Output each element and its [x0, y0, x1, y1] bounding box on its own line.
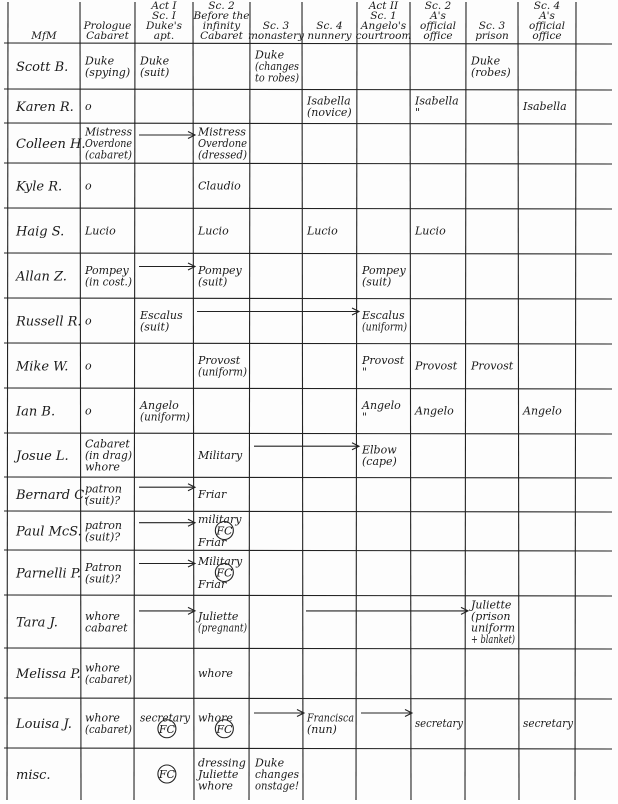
- role-text: Isabella: [523, 100, 567, 113]
- column-header-text: Sc. 1: [370, 10, 397, 22]
- grid-vline: [193, 2, 194, 800]
- role-text: patron: [85, 482, 122, 496]
- role-cell: [306, 94, 352, 119]
- role-text: Pompey: [85, 263, 129, 277]
- role-text: Juliette: [471, 598, 512, 612]
- table-row: [16, 598, 515, 646]
- column-header-text: prison: [475, 30, 509, 42]
- role-text: (suit)?: [85, 530, 121, 544]
- role-text: (changes: [255, 60, 300, 73]
- role-cell: [85, 711, 132, 736]
- role-text: whore: [85, 609, 120, 623]
- role-text: Provost: [362, 353, 405, 367]
- role-cell: [415, 717, 464, 730]
- role-text: (uniform): [362, 320, 407, 334]
- role-cell: [361, 354, 405, 379]
- role-text: Juliette: [198, 609, 239, 623]
- role-text: (pregnant): [198, 621, 247, 635]
- column-header-text: Prologue: [83, 20, 132, 32]
- role-cell: [139, 54, 170, 79]
- table-row: [15, 661, 233, 686]
- role-cell: [140, 711, 191, 738]
- column-header-text: Duke's: [145, 20, 183, 32]
- role-text: o: [85, 314, 92, 328]
- role-text: Duke: [471, 54, 501, 68]
- grid-vline: [7, 2, 8, 800]
- role-cell: [197, 225, 229, 238]
- role-text: (cabaret): [85, 722, 132, 736]
- role-text: Angelo: [140, 398, 179, 412]
- role-cell: [198, 667, 233, 680]
- role-cell: [84, 225, 116, 238]
- column-header-text: office: [423, 30, 453, 42]
- role-cell: [85, 180, 92, 193]
- role-text: Elbow: [362, 443, 397, 457]
- role-text: Angelo: [523, 404, 562, 418]
- role-cell: [522, 100, 567, 113]
- column-header-text: Sc. 4: [533, 0, 561, 12]
- table-row: [13, 438, 397, 474]
- actor-name: Mike W.: [16, 359, 69, 375]
- table-row: [15, 354, 514, 379]
- role-text: (suit)?: [85, 572, 121, 586]
- role-cell: [85, 315, 92, 328]
- role-text: o: [85, 404, 92, 418]
- continuation-arrows: [139, 132, 468, 717]
- column-header-text: Sc. 2: [424, 0, 452, 12]
- grid-hline: [4, 388, 612, 389]
- actor-name: Scott B.: [16, 60, 69, 75]
- role-text: (suit): [362, 275, 392, 289]
- role-cell: [84, 561, 122, 586]
- arrow-mark: [139, 484, 195, 491]
- role-text: (dressed): [198, 148, 247, 162]
- role-cell: [414, 405, 454, 418]
- role-cell: [85, 661, 132, 686]
- grid-hline: [4, 43, 612, 44]
- table-row: [16, 126, 247, 162]
- role-text: o: [85, 179, 92, 193]
- actor-name: Haig S.: [16, 224, 65, 240]
- role-text: Provost: [415, 359, 458, 373]
- grid-hline: [4, 550, 612, 551]
- arrow-mark: [361, 710, 412, 717]
- role-text: Francisca: [306, 711, 354, 725]
- role-text: uniform: [471, 621, 515, 635]
- role-text: Lucio: [307, 224, 338, 238]
- role-cell: [197, 126, 247, 162]
- role-text: Patron: [85, 560, 122, 574]
- column-header-text: MfM: [31, 30, 57, 42]
- role-text: (suit): [140, 65, 170, 79]
- role-text: Friar: [198, 578, 227, 591]
- role-text: (robes): [471, 65, 511, 79]
- role-cell: [470, 54, 511, 79]
- arrow-mark: [254, 443, 359, 450]
- role-text: (cape): [362, 454, 397, 468]
- role-text: ": [362, 365, 368, 379]
- role-cell: [84, 264, 132, 289]
- arrow-mark: [139, 519, 195, 526]
- role-cell: [361, 264, 407, 289]
- role-text: Cabaret: [85, 437, 130, 451]
- role-text: (cabaret): [85, 148, 132, 162]
- role-text: secretary: [415, 717, 464, 730]
- grid-hline: [4, 123, 612, 124]
- grid-hline: [4, 748, 612, 749]
- column-header-text: infinity: [202, 20, 241, 32]
- role-text: cabaret: [85, 621, 128, 635]
- role-text: secretary: [140, 711, 191, 725]
- role-text: (spying): [85, 65, 131, 79]
- role-text: Military: [198, 555, 243, 568]
- role-cell: [84, 54, 130, 79]
- role-text: whore: [85, 460, 120, 474]
- column-header-text: A's: [430, 10, 446, 22]
- role-cell: [198, 180, 241, 193]
- role-text: Isabella: [415, 94, 459, 108]
- role-text: o: [85, 359, 92, 373]
- role-cell: [361, 399, 401, 424]
- role-text: Angelo: [415, 404, 454, 418]
- role-text: (novice): [307, 105, 352, 119]
- role-cell: [197, 513, 242, 549]
- role-cell: [197, 488, 227, 501]
- role-text: secretary: [523, 717, 574, 730]
- role-cell: [197, 555, 243, 591]
- actor-name: Louisa J.: [16, 717, 72, 732]
- table-row: [15, 513, 242, 549]
- grid-hline: [4, 648, 612, 649]
- role-text: Friar: [198, 536, 227, 549]
- role-cell: [254, 757, 299, 793]
- role-text: Lucio: [198, 224, 229, 238]
- role-text: Friar: [198, 488, 227, 501]
- column-header-text: Sc. 2: [208, 0, 235, 12]
- role-text: Duke: [140, 54, 170, 68]
- role-text: Pompey: [362, 263, 406, 277]
- column-header-text: Act I: [151, 0, 177, 12]
- actor-name: Ian B.: [16, 404, 56, 420]
- grid-hline: [4, 343, 612, 344]
- role-text: dressing: [198, 756, 246, 770]
- role-cell: [414, 225, 446, 238]
- role-cell: [197, 264, 243, 289]
- table-row: [15, 94, 567, 119]
- role-text: Provost: [471, 359, 514, 373]
- role-text: (suit): [198, 275, 228, 289]
- grid-vline: [410, 2, 411, 800]
- role-text: whore: [198, 779, 233, 793]
- column-header-text: Cabaret: [86, 30, 129, 42]
- role-text: Duke: [255, 48, 285, 62]
- role-cell: [85, 610, 128, 635]
- role-text: Pompey: [198, 263, 242, 277]
- arrow-mark: [254, 710, 304, 717]
- role-cell: [523, 717, 574, 730]
- actor-name: Colleen H.: [16, 137, 86, 152]
- grid-hline: [4, 698, 612, 699]
- role-cell: [306, 225, 338, 238]
- fc-mark-text: FC: [158, 722, 175, 736]
- actor-name: Allan Z.: [16, 269, 67, 285]
- role-text: Duke: [85, 54, 115, 68]
- grid-vline: [302, 2, 303, 800]
- role-text: Mistress: [84, 125, 133, 139]
- actor-name: Tara J.: [16, 615, 58, 631]
- role-text: (uniform): [198, 365, 247, 379]
- fc-mark-text: FC: [216, 722, 233, 736]
- actor-name: Kyle R.: [16, 179, 63, 195]
- actor-name: Josue L.: [16, 449, 69, 464]
- actor-name: misc.: [16, 768, 51, 783]
- role-cell: [414, 94, 459, 119]
- grid-hline: [4, 511, 612, 512]
- role-cell: [361, 443, 397, 468]
- column-header-text: monastery: [247, 30, 305, 42]
- role-text: Lucio: [85, 224, 116, 238]
- role-text: (prison: [471, 609, 511, 623]
- fc-mark-text: FC: [158, 768, 175, 781]
- actor-name: Bernard C.: [16, 488, 88, 503]
- grid-hline: [4, 595, 612, 596]
- column-header-text: office: [532, 30, 562, 42]
- column-header-text: Sc. 3: [478, 20, 506, 32]
- column-header-text: Sc. I: [152, 10, 176, 22]
- role-text: (suit): [140, 320, 170, 334]
- table-row: [15, 309, 407, 334]
- role-cell: [254, 49, 299, 85]
- arrow-mark: [197, 308, 359, 315]
- grid-vline: [249, 2, 250, 800]
- column-headers: [30, 0, 565, 42]
- role-text: (in cost.): [85, 275, 132, 289]
- role-cell: [469, 598, 515, 646]
- column-header-text: nunnery: [307, 30, 352, 42]
- role-text: (in drag): [85, 449, 132, 462]
- arrow-mark: [139, 132, 195, 139]
- role-text: Mistress: [198, 125, 246, 139]
- grid-vline: [465, 2, 466, 800]
- grid-vline: [518, 2, 519, 800]
- column-header-text: apt.: [153, 30, 175, 42]
- role-cell: [85, 360, 92, 373]
- role-cell: [197, 354, 247, 379]
- role-cell: [85, 519, 122, 544]
- role-cell: [139, 399, 190, 424]
- column-header-text: official: [420, 20, 456, 32]
- role-text: o: [85, 100, 92, 113]
- table-row: [15, 264, 407, 289]
- role-cell: [522, 405, 562, 418]
- arrow-mark: [139, 560, 195, 567]
- role-text: Angelo: [362, 398, 401, 412]
- fc-mark-text: FC: [216, 566, 233, 580]
- role-text: ": [415, 105, 421, 119]
- table-row: [15, 555, 243, 591]
- column-header-text: Cabaret: [200, 30, 243, 42]
- role-text: Duke: [255, 756, 285, 770]
- role-text: (nun): [307, 722, 337, 736]
- grid-vline: [356, 2, 357, 800]
- actor-name: Russell R.: [16, 314, 82, 330]
- role-cell: [85, 482, 122, 507]
- role-text: Overdone: [198, 137, 248, 150]
- actor-name: Melissa P.: [16, 667, 81, 682]
- role-cell: [85, 438, 132, 474]
- table-body: [13, 49, 574, 793]
- role-text: Military: [198, 449, 243, 462]
- table-row: [15, 482, 227, 507]
- role-cell: [414, 360, 458, 373]
- table-row: [15, 399, 562, 424]
- grid-hline: [4, 253, 612, 254]
- role-text: (suit)?: [85, 493, 121, 507]
- column-header-text: Angelo's: [360, 20, 407, 32]
- role-text: military: [198, 513, 242, 526]
- column-header-text: Sc. 4: [316, 20, 343, 32]
- role-cell: [470, 360, 514, 373]
- role-text: whore: [198, 711, 233, 725]
- column-header-text: A's: [539, 10, 555, 22]
- role-cell: [196, 610, 247, 635]
- role-text: Overdone: [85, 137, 133, 150]
- role-cell: [306, 711, 354, 736]
- column-header-text: Act II: [368, 0, 399, 12]
- grid-hline: [4, 298, 612, 299]
- role-text: Claudio: [198, 179, 241, 193]
- grid-vline: [575, 2, 576, 800]
- table-row: [16, 49, 511, 85]
- role-cell: [139, 309, 183, 334]
- role-text: whore: [198, 667, 233, 680]
- role-cell: [198, 711, 233, 738]
- actor-name: Parnelli P.: [16, 566, 82, 582]
- role-cell: [196, 757, 246, 793]
- role-text: onstage!: [255, 779, 299, 793]
- role-cell: [197, 449, 243, 462]
- grid-hline: [4, 208, 612, 209]
- role-text: patron: [85, 518, 122, 532]
- role-text: whore: [85, 661, 120, 675]
- column-header-text: Before the: [193, 10, 250, 22]
- arrow-mark: [139, 607, 195, 614]
- role-text: (cabaret): [85, 672, 132, 686]
- grid-vline: [134, 2, 135, 800]
- table-row: [16, 757, 299, 793]
- role-cell: [361, 309, 407, 334]
- arrow-mark: [139, 263, 195, 270]
- role-text: + blanket): [471, 632, 515, 646]
- role-text: to robes): [255, 71, 299, 85]
- table-row: [15, 711, 574, 738]
- role-cell: [85, 405, 92, 418]
- actor-name: Paul McS.: [16, 524, 82, 540]
- fc-mark-text: FC: [216, 524, 233, 538]
- role-text: Escalus: [140, 308, 183, 322]
- grid-hline: [4, 433, 612, 434]
- grid-hline: [4, 477, 612, 478]
- role-text: Provost: [198, 353, 241, 367]
- actor-name: Karen R.: [16, 100, 74, 115]
- column-header-text: Sc. 3: [262, 20, 290, 32]
- role-cell: [85, 100, 92, 113]
- role-text: whore: [85, 711, 120, 725]
- role-text: Escalus: [362, 308, 405, 322]
- column-header-text: courtroom: [355, 30, 412, 42]
- grid-hline: [4, 163, 612, 164]
- table-row: [15, 225, 446, 240]
- grid-hline: [4, 89, 612, 90]
- role-text: Isabella: [307, 94, 351, 108]
- role-text: Lucio: [415, 224, 446, 238]
- role-text: ": [362, 410, 368, 424]
- column-header-text: official: [529, 20, 565, 32]
- role-cell: [158, 765, 176, 783]
- role-cell: [84, 126, 132, 162]
- role-text: (uniform): [140, 410, 190, 424]
- role-text: Juliette: [198, 768, 239, 781]
- arrow-mark: [306, 607, 468, 614]
- table-row: [15, 180, 241, 195]
- role-text: changes: [255, 768, 300, 781]
